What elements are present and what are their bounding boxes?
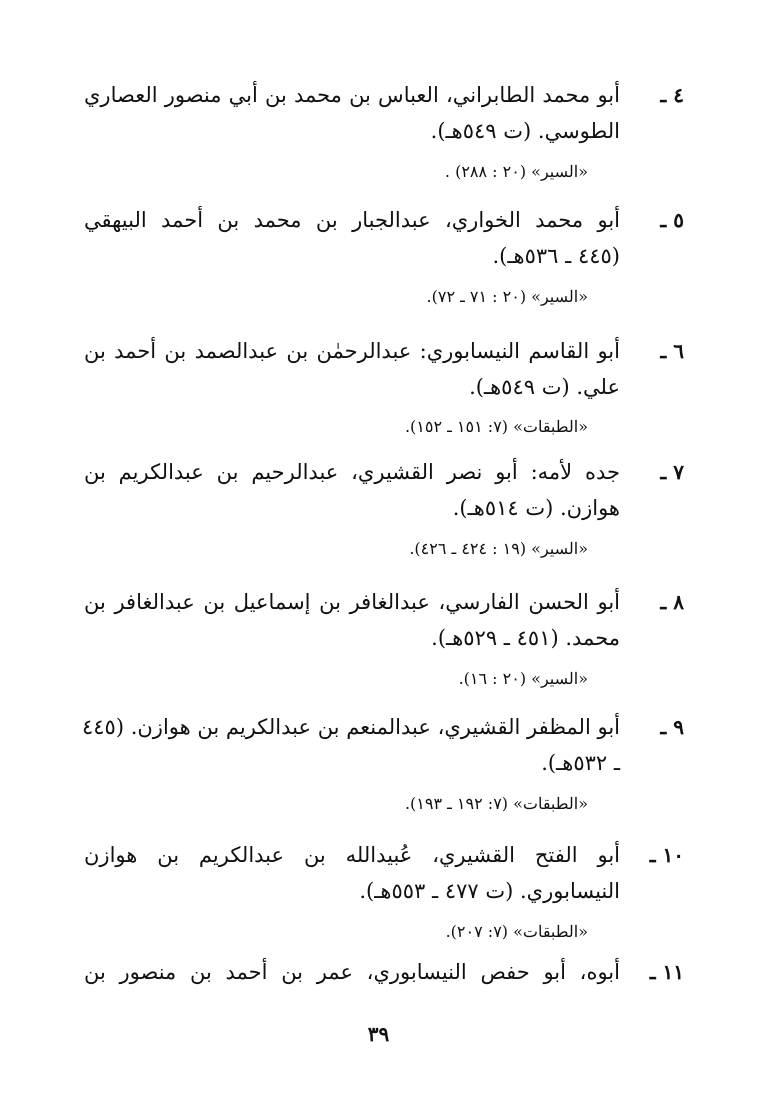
entry-number: ١١ ـ xyxy=(649,960,684,984)
entry-line: علي. (ت ٥٤٩هـ). xyxy=(469,375,620,399)
entry-line: أبو المظفر القشيري، عبدالمنعم بن عبدالكريم بن هوازن. (٤٤٥ xyxy=(82,715,620,739)
entry-line: النيسابوري. (ت ٤٧٧ ـ ٥٥٣هـ). xyxy=(359,879,620,903)
entry-reference: «الطبقات» (٧: ١٩٢ ـ ١٩٣). xyxy=(404,794,588,813)
entry-number: ٩ ـ xyxy=(660,715,684,739)
entry-line: جده لأمه: أبو نصر القشيري، عبدالرحيم بن عبدالكريم بن xyxy=(84,460,620,484)
entry-line: أبو محمد الطابراني، العباس بن محمد بن أبي منصور العصاري xyxy=(84,83,620,107)
entry-reference: «الطبقات» (٧: ١٥١ ـ ١٥٢). xyxy=(404,417,588,436)
entry-number: ١٠ ـ xyxy=(649,843,684,867)
entry-number: ٥ ـ xyxy=(660,208,684,232)
entry-line: أبوه، أبو حفص النيسابوري، عمر بن أحمد بن منصور بن xyxy=(84,960,620,984)
entry-reference: «السير» (٢٠ : ١٦). xyxy=(458,669,588,688)
entry-number: ٤ ـ xyxy=(660,83,684,107)
entry-reference: «الطبقات» (٧: ٢٠٧). xyxy=(445,922,588,941)
entry-number: ٧ ـ xyxy=(660,460,684,484)
entry-line: أبو الحسن الفارسي، عبدالغافر بن إسماعيل بن عبدالغافر بن xyxy=(84,590,620,614)
entry-line: أبو الفتح القشيري، عُبيدالله بن عبدالكريم بن هوازن xyxy=(84,843,620,867)
entry-line: محمد. (٤٥١ ـ ٥٢٩هـ). xyxy=(431,626,620,650)
entry-number: ٨ ـ xyxy=(660,590,684,614)
entry-line: (٤٤٥ ـ ٥٣٦هـ). xyxy=(492,244,620,268)
entry-reference: «السير» (١٩ : ٤٢٤ ـ ٤٢٦). xyxy=(409,539,588,558)
page-number: ٣٩ xyxy=(367,1022,390,1046)
entry-line: هوازن. (ت ٥١٤هـ). xyxy=(452,496,620,520)
entry-number: ٦ ـ xyxy=(660,339,684,363)
entry-line: أبو محمد الخواري، عبدالجبار بن محمد بن أحمد البيهقي xyxy=(84,208,620,232)
entry-reference: «السير» (٢٠ : ٢٨٨) . xyxy=(444,162,588,181)
entry-line: ـ ٥٣٢هـ). xyxy=(541,751,620,775)
entry-reference: «السير» (٢٠ : ٧١ ـ ٧٢). xyxy=(426,287,588,306)
entry-line: الطوسي. (ت ٥٤٩هـ). xyxy=(430,119,620,143)
entry-line: أبو القاسم النيسابوري: عبدالرحمٰن بن عبدالصمد بن أحمد بن xyxy=(84,339,620,363)
